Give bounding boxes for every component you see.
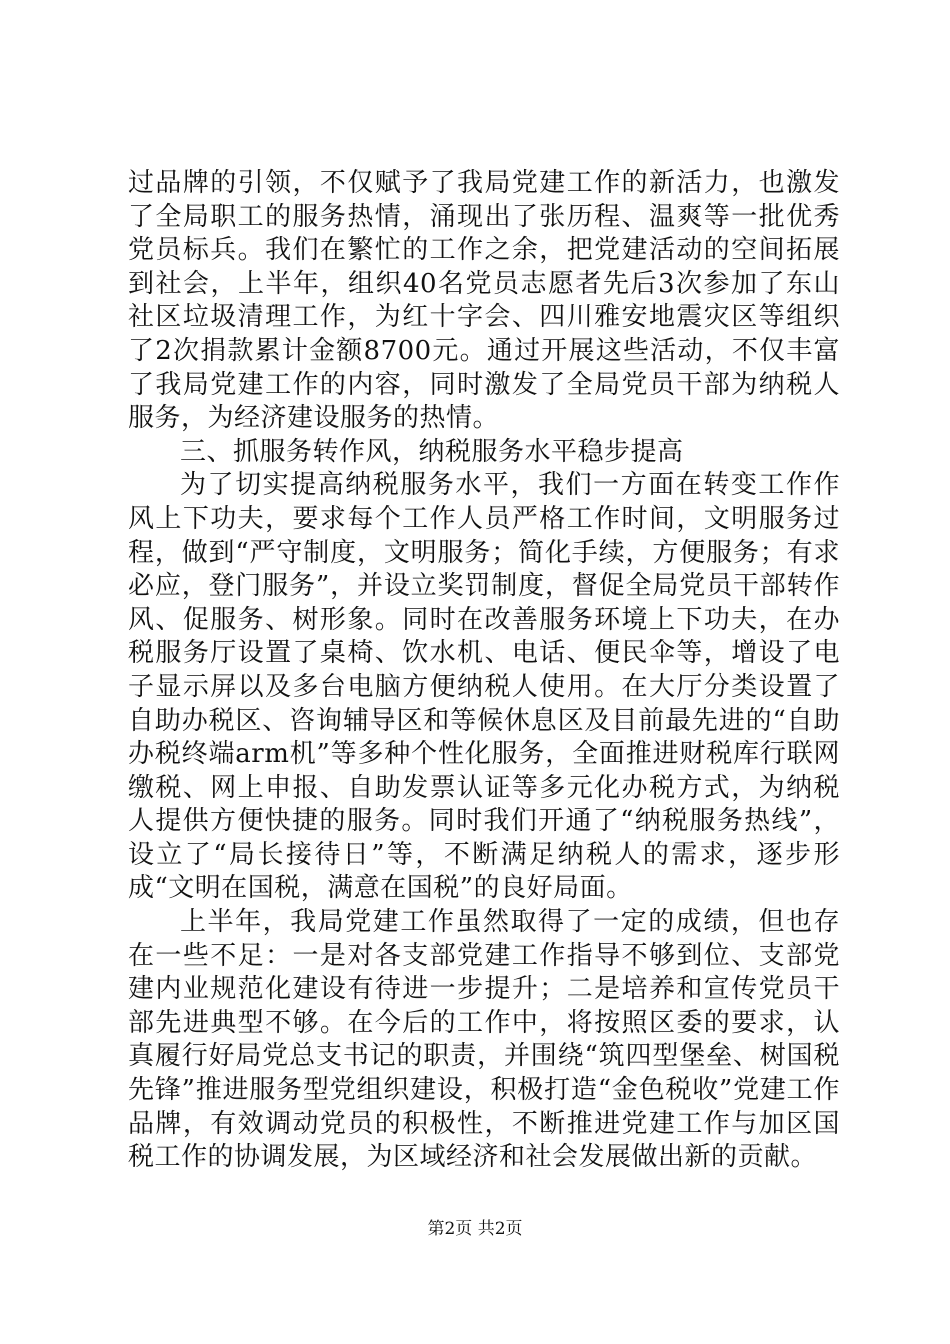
paragraph-summary: 上半年，我局党建工作虽然取得了一定的成绩，但也存在一些不足：一是对各支部党建工作指导不够到位、支部党建内业规范化建设有待进一步提升；二是培养和宣传党员干部先进典型不够。在今后的工作中，将按照区委的要求，认真履行好局党总支书记的职责，并围绕“筑四型堡垒、树国税先锋”推进服务型党组织建设，积极打造“金色税收”党建工作品牌，有效调动党员的积极性，不断推进党建工作与加区国税工作的协调发展，为区域经济和社会发展做出新的贡献。: [128, 907, 840, 1173]
paragraph-service: 为了切实提高纳税服务水平，我们一方面在转变工作作风上下功夫，要求每个工作人员严格工作时间，文明服务过程，做到“严守制度，文明服务；简化手续，方便服务；有求必应，登门服务”，并设立奖罚制度，督促全局党员干部转作风、促服务、树形象。同时在改善服务环境上下功夫，在办税服务厅设置了桌椅、饮水机、电话、便民伞等，增设了电子显示屏以及多台电脑方便纳税人使用。在大厅分类设置了自助办税区、咨询辅导区和等候休息区及目前最先进的“自助办税终端arm机”等多种个性化服务，全面推进财税库行联网缴税、网上申报、自助发票认证等多元化办税方式，为纳税人提供方便快捷的服务。同时我们开通了“纳税服务热线”，设立了“局长接待日”等，不断满足纳税人的需求，逐步形成“文明在国税，满意在国税”的良好局面。: [128, 470, 840, 904]
body-text: [128, 167, 840, 1175]
section-heading: 三、抓服务转作风，纳税服务水平稳步提高: [180, 436, 684, 467]
paragraph-continuation: 过品牌的引领，不仅赋予了我局党建工作的新活力，也激发了全局职工的服务热情，涌现出了张历程、温爽等一批优秀党员标兵。我们在繁忙的工作之余，把党建活动的空间拓展到社会，上半年，组织40名党员志愿者先后3次参加了东山社区垃圾清理工作，为红十字会、四川雅安地震灾区等组织了2次捐款累计金额8700元。通过开展这些活动，不仅丰富了我局党建工作的内容，同时激发了全局党员干部为纳税人服务，为经济建设服务的热情。: [128, 168, 840, 434]
page-footer: 第2页 共2页: [427, 1219, 523, 1239]
